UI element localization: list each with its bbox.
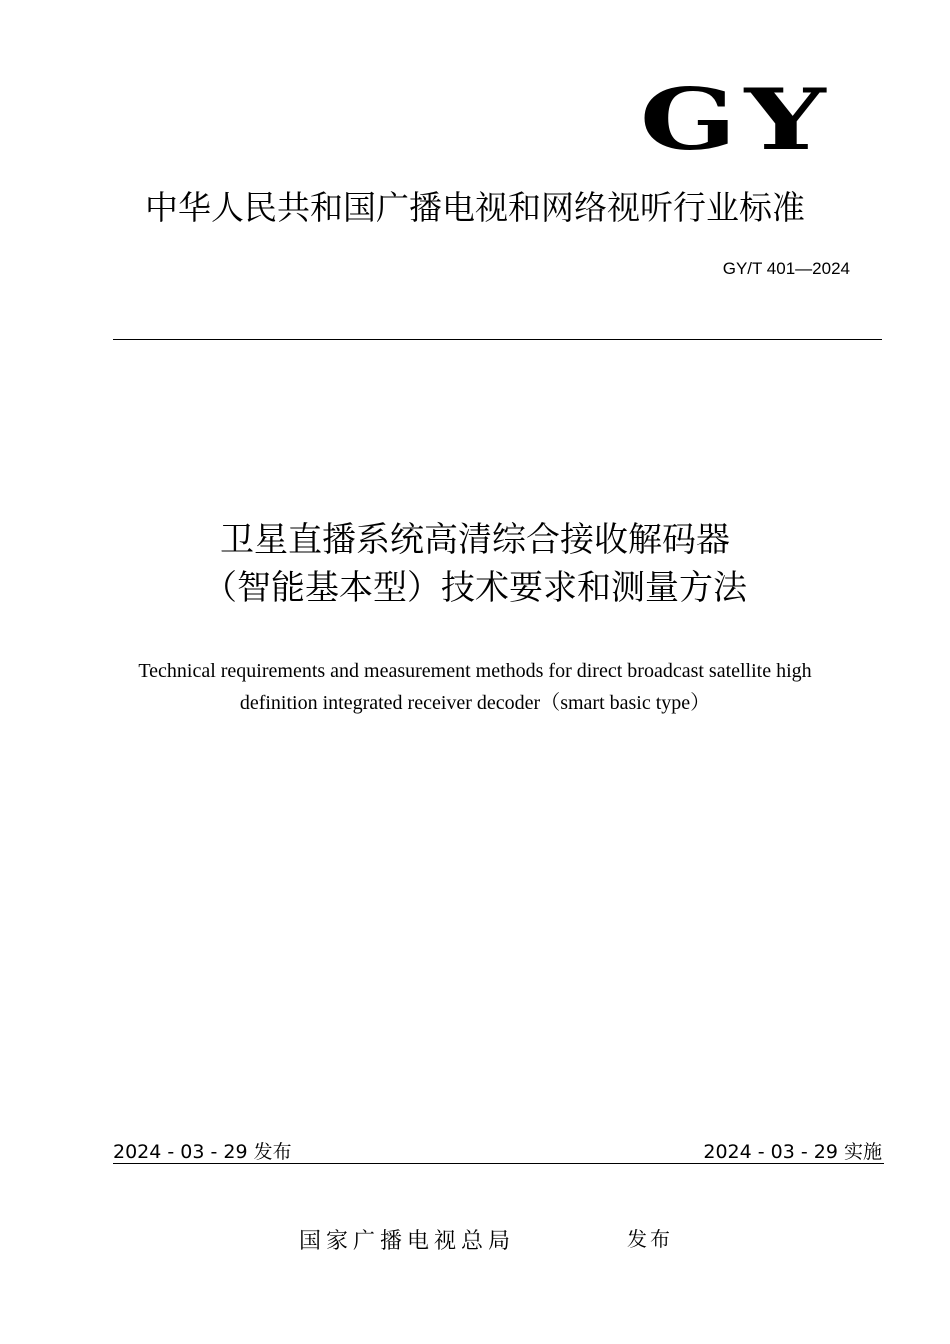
publish-label: 发布 — [627, 1227, 673, 1251]
implementation-date: 2024 - 03 - 29 实施 — [703, 1141, 882, 1163]
industry-standard-title: 中华人民共和国广播电视和网络视听行业标准 — [145, 188, 805, 227]
document-title-en — [80, 655, 870, 719]
gy-logo: GY — [640, 70, 834, 169]
standard-number: GY/T 401—2024 — [722, 259, 850, 278]
issuing-authority: 国家广播电视总局 — [299, 1229, 516, 1254]
title-zh-line-2: （智能基本型）技术要求和测量方法 — [203, 568, 747, 608]
document-title-zh — [0, 516, 950, 612]
title-en-line-2: definition integrated receiver decoder（smart basic type） — [239, 692, 711, 714]
header-divider — [113, 339, 882, 340]
issue-date: 2024 - 03 - 29 发布 — [113, 1141, 292, 1163]
title-en-line-1: Technical requirements and measurement methods for direct broadcast satellite high — [138, 660, 812, 682]
title-zh-line-1: 卫星直播系统高清综合接收解码器 — [220, 520, 730, 560]
footer-divider — [113, 1163, 884, 1164]
